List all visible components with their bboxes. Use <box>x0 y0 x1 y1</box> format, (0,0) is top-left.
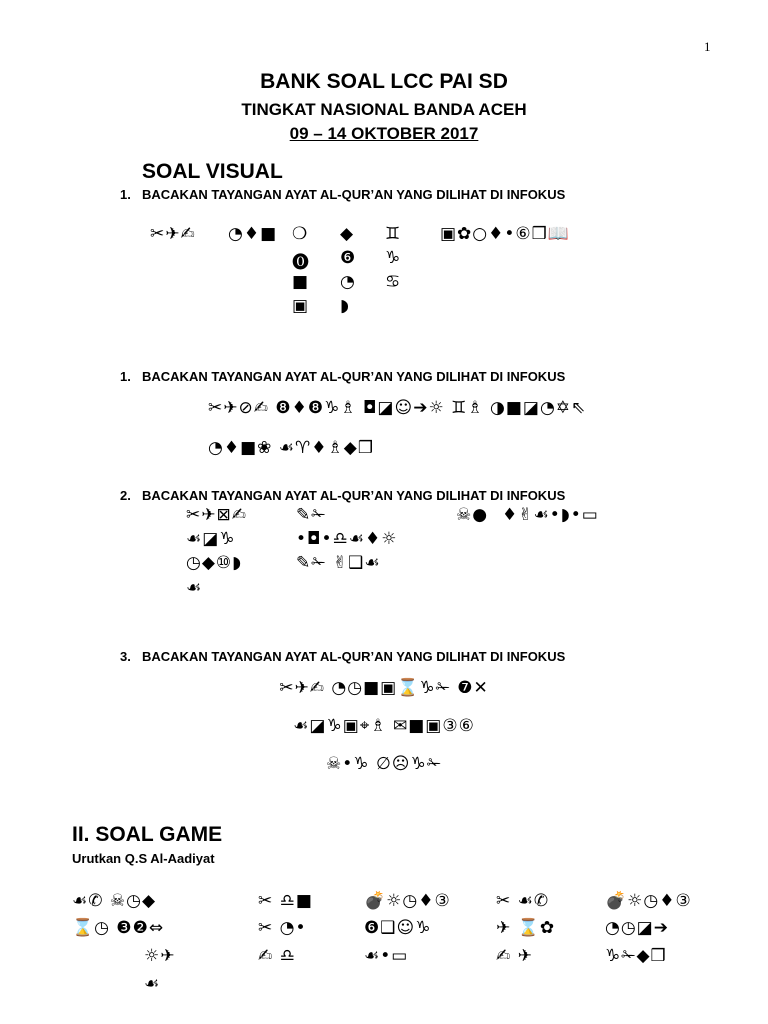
glyph-cell: ◗ <box>340 296 350 316</box>
game-cell: ✂ ♎■ <box>258 891 313 911</box>
glyph-line: ☠•♑ ∅☹♑✁ <box>326 754 442 774</box>
question-text: BACAKAN TAYANGAN AYAT AL-QUR’AN YANG DILIHAT DI INFOKUS <box>142 649 566 664</box>
glyph-cell: ✎✁ <box>296 505 327 525</box>
glyph-cell: ♊ <box>385 224 402 244</box>
glyph-cell: ♋ <box>385 272 402 292</box>
glyph-cell: ✎✁ ✌❑☙ <box>296 553 381 573</box>
game-cell: ✍ ✈ <box>496 946 533 966</box>
game-cell: ☙•▭ <box>364 946 409 966</box>
glyph-cell: ❍ <box>292 224 309 244</box>
glyph-cell: ▣✿○♦•⑥❒📖 <box>440 224 571 244</box>
game-cell: ⌛◷ ❸❷⇔ <box>72 918 165 938</box>
glyph-cell: •◘•♎☙♦☼ <box>296 529 398 549</box>
document-title: BANK SOAL LCC PAI SD <box>260 70 508 93</box>
glyph-cell: ♑ <box>385 248 402 268</box>
question-3 <box>120 649 565 664</box>
game-cell: 💣☼◷♦③ <box>605 891 692 911</box>
glyph-cell: ⓿ <box>292 253 310 273</box>
glyph-line: ✂✈⊘✍ ❽♦❽♑♗ ◘◪☺➔☼ ♊♗ ◑■◪◔✡⇖ <box>208 398 587 418</box>
game-cell: ❻❑☺♑ <box>364 918 432 938</box>
game-cell: ✂ ☙✆ <box>496 891 550 911</box>
game-cell: ✈ ⌛✿ <box>496 918 556 938</box>
question-number: 3. <box>120 649 131 664</box>
question-number: 1. <box>120 369 131 384</box>
section-heading-visual: SOAL VISUAL <box>142 160 283 183</box>
section-heading-game: II. SOAL GAME <box>72 823 223 846</box>
glyph-cell: ☙◪♑ <box>186 529 236 549</box>
glyph-cell: ☙ <box>186 578 203 598</box>
page-number: 1 <box>704 39 711 54</box>
game-instruction: Urutkan Q.S Al-Aadiyat <box>72 851 215 866</box>
glyph-line: ☙◪♑▣⌖♗ ✉■▣③⑥ <box>293 716 475 736</box>
question-number: 2. <box>120 488 131 503</box>
question-1b <box>120 369 565 384</box>
glyph-cell: ✂✈⊠✍ <box>186 505 247 525</box>
glyph-cell: ◷◆⑩◗ <box>186 553 243 573</box>
game-cell: ☼✈ <box>144 946 176 966</box>
game-cell: ☙✆ ☠◷◆ <box>72 891 157 911</box>
document-dates <box>0 124 768 144</box>
game-cell: ✍ ♎ <box>258 946 296 966</box>
glyph-cell: ◔ <box>340 272 356 292</box>
game-cell: ♑✁◆❒ <box>605 946 667 966</box>
glyph-cell: ◆ <box>340 224 355 244</box>
dates-text: 09 – 14 OKTOBER 2017 <box>289 124 479 143</box>
question-2 <box>120 488 565 503</box>
glyph-cell: ✂✈✍ <box>150 224 196 244</box>
glyph-cell: ◔♦■ <box>228 224 278 244</box>
glyph-cell: ❻ <box>340 248 357 268</box>
game-cell: ✂ ◔• <box>258 918 307 938</box>
glyph-cell: ▣ <box>292 296 310 316</box>
document-subtitle: TINGKAT NASIONAL BANDA ACEH <box>241 100 527 119</box>
glyph-cell: ■ <box>292 272 310 292</box>
question-1a <box>120 187 565 202</box>
question-text: BACAKAN TAYANGAN AYAT AL-QUR’AN YANG DILIHAT DI INFOKUS <box>142 187 566 202</box>
game-cell: ☙ <box>144 974 161 994</box>
question-text: BACAKAN TAYANGAN AYAT AL-QUR’AN YANG DILIHAT DI INFOKUS <box>142 369 566 384</box>
glyph-cell: ♦✌☙•◗•▭ <box>502 505 599 525</box>
question-text: BACAKAN TAYANGAN AYAT AL-QUR’AN YANG DILIHAT DI INFOKUS <box>142 488 566 503</box>
glyph-cell: ☠● <box>456 505 489 525</box>
game-cell: ◔◷◪➔ <box>605 918 669 938</box>
glyph-line: ✂✈✍ ◔◷■▣⌛♑✁ ❼✕ <box>279 678 489 698</box>
question-number: 1. <box>120 187 131 202</box>
glyph-line: ◔♦■❀ ☙♈♦♗◆❒ <box>208 438 375 458</box>
game-cell: 💣☼◷♦③ <box>364 891 451 911</box>
